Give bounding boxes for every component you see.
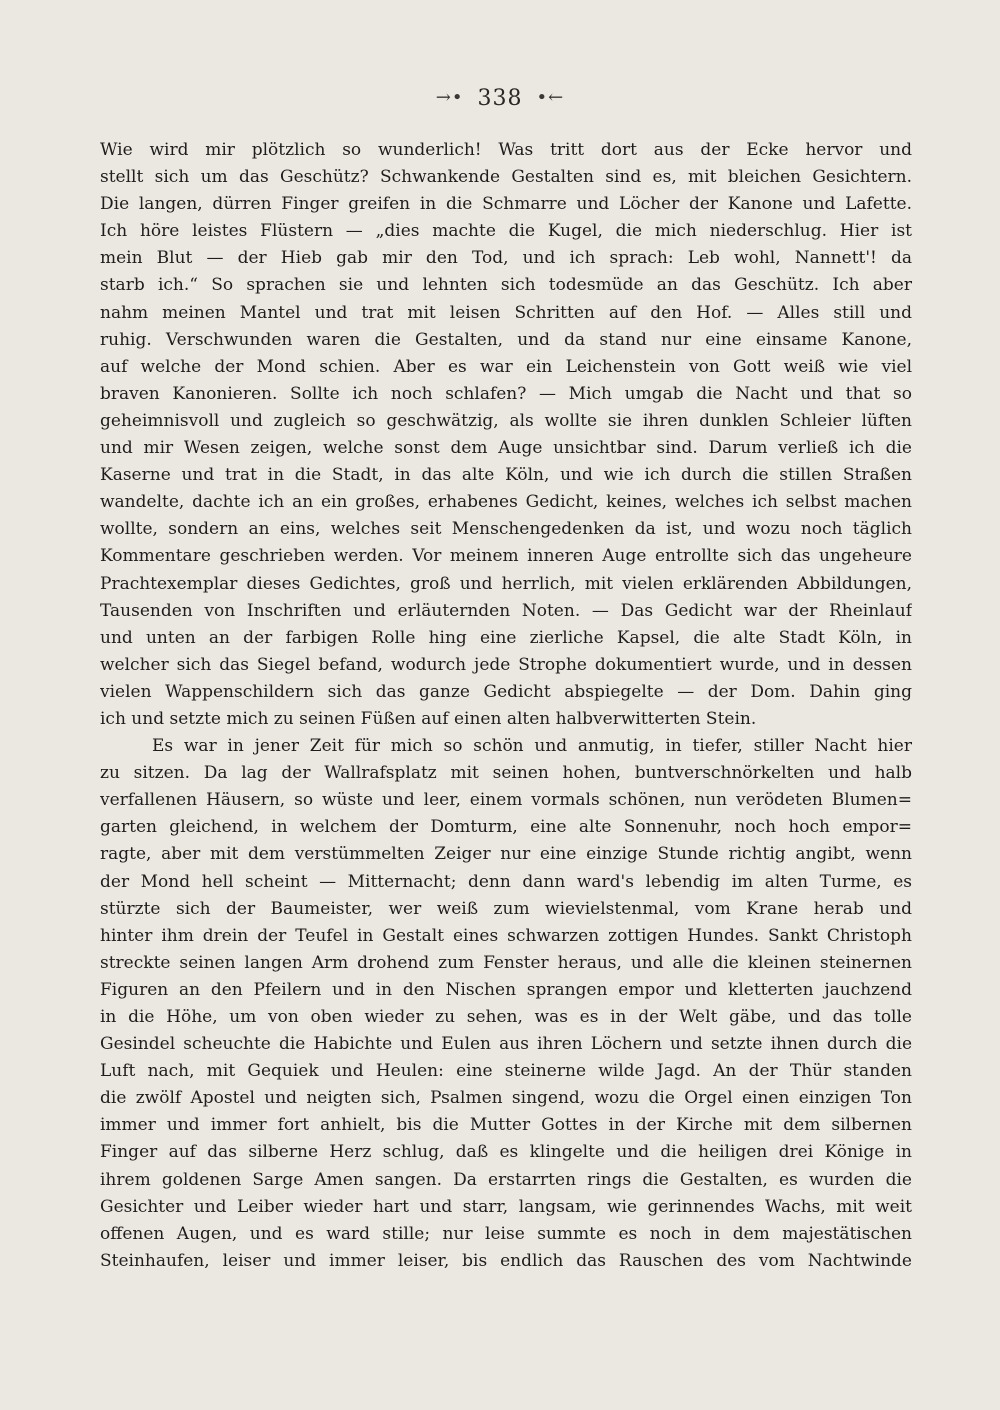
text-line: Figuren an den Pfeilern und in den Nischen sprangen empor und kletterten jauchzend <box>100 979 912 1000</box>
page-header <box>0 86 1000 111</box>
text-line: auf welche der Mond schien. Aber es war ein Leichenstein von Gott weiß wie viel <box>100 356 912 377</box>
text-line: der Mond hell scheint — Mitternacht; denn dann ward's lebendig im alten Turme, es <box>100 871 912 892</box>
text-line: ragte, aber mit dem verstümmelten Zeiger nur eine einzige Stunde richtig angibt, wenn <box>100 844 912 865</box>
right-ornament: •← <box>536 87 565 108</box>
text-line: vielen Wappenschildern sich das ganze Gedicht abspiegelte — der Dom. Dahin ging <box>100 681 912 702</box>
body-text <box>100 137 912 1275</box>
text-line: mein Blut — der Hieb gab mir den Tod, und ich sprach: Leb wohl, Nannett'! da <box>100 248 912 269</box>
text-line: ich und setzte mich zu seinen Füßen auf einen alten halbverwitterten Stein. <box>100 708 757 729</box>
left-ornament: →• <box>435 87 464 108</box>
text-line: Steinhaufen, leiser und immer leiser, bis endlich das Rauschen des vom Nachtwinde <box>100 1250 912 1271</box>
text-line: die zwölf Apostel und neigten sich, Psalmen singend, wozu die Orgel einen einzigen Ton <box>100 1088 912 1109</box>
text-line: streckte seinen langen Arm drohend zum Fenster heraus, und alle die kleinen steinernen <box>100 952 912 973</box>
text-line: ihrem goldenen Sarge Amen sangen. Da erstarrten rings die Gestalten, es wurden die <box>100 1169 912 1190</box>
text-line: garten gleichend, in welchem der Domturm, eine alte Sonnenuhr, noch hoch empor= <box>100 817 912 838</box>
text-line: verfallenen Häusern, so wüste und leer, einem vormals schönen, nun verödeten Blumen= <box>100 790 912 811</box>
text-line: Tausenden von Inschriften und erläuternden Noten. — Das Gedicht war der Rheinlauf <box>100 600 912 621</box>
text-line: Kaserne und trat in die Stadt, in das alte Köln, und wie ich durch die stillen Straßen <box>100 465 912 486</box>
text-line: ruhig. Verschwunden waren die Gestalten, und da stand nur eine einsame Kanone, <box>100 329 912 350</box>
text-line: Ich höre leistes Flüstern — „dies machte die Kugel, die mich niederschlug. Hier ist <box>100 221 912 242</box>
text-line: geheimnisvoll und zugleich so geschwätzig, als wollte sie ihren dunklen Schleier lüften <box>100 410 912 431</box>
text-line: immer und immer fort anhielt, bis die Mutter Gottes in der Kirche mit dem silbernen <box>100 1115 912 1136</box>
text-line: stellt sich um das Geschütz? Schwankende Gestalten sind es, mit bleichen Gesichtern. <box>100 167 912 188</box>
text-line: nahm meinen Mantel und trat mit leisen Schritten auf den Hof. — Alles still und <box>100 302 912 323</box>
text-line: Gesindel scheuchte die Habichte und Eulen aus ihren Löchern und setzte ihnen durch die <box>100 1034 912 1055</box>
text-line: Es war in jener Zeit für mich so schön und anmutig, in tiefer, stiller Nacht hier <box>152 736 912 757</box>
text-line: Wie wird mir plötzlich so wunderlich! Was tritt dort aus der Ecke hervor und <box>100 140 912 160</box>
page-number: 338 <box>477 86 523 111</box>
text-line: Finger auf das silberne Herz schlug, daß es klingelte und die heiligen drei Könige in <box>100 1142 912 1163</box>
text-line: braven Kanonieren. Sollte ich noch schlafen? — Mich umgab die Nacht und that so <box>100 383 912 404</box>
text-line: stürzte sich der Baumeister, wer weiß zum wievielstenmal, vom Krane herab und <box>100 898 912 919</box>
text-line: zu sitzen. Da lag der Wallrafsplatz mit seinen hohen, buntverschnörkelten und halb <box>100 763 912 784</box>
text-line: und unten an der farbigen Rolle hing eine zierliche Kapsel, die alte Stadt Köln, in <box>100 627 912 648</box>
text-line: wollte, sondern an eins, welches seit Menschengedenken da ist, und wozu noch täglich <box>100 519 912 540</box>
text-line: und mir Wesen zeigen, welche sonst dem Auge unsichtbar sind. Darum verließ ich die <box>100 438 912 459</box>
text-line: hinter ihm drein der Teufel in Gestalt eines schwarzen zottigen Hundes. Sankt Christoph <box>100 925 912 946</box>
paragraph <box>100 137 912 733</box>
paragraph <box>100 733 912 1275</box>
text-line: Gesichter und Leiber wieder hart und starr, langsam, wie gerinnendes Wachs, mit weit <box>100 1196 912 1217</box>
text-line: wandelte, dachte ich an ein großes, erhabenes Gedicht, keines, welches ich selbst machen <box>100 492 912 513</box>
text-line: Die langen, dürren Finger greifen in die Schmarre und Löcher der Kanone und Lafette. <box>100 194 912 215</box>
text-line: Luft nach, mit Gequiek und Heulen: eine steinerne wilde Jagd. An der Thür standen <box>100 1061 912 1082</box>
text-line: in die Höhe, um von oben wieder zu sehen, was es in der Welt gäbe, und das tolle <box>100 1007 912 1027</box>
text-line: Kommentare geschrieben werden. Vor meinem inneren Auge entrollte sich das ungeheure <box>100 546 912 567</box>
text-line: welcher sich das Siegel befand, wodurch jede Strophe dokumentiert wurde, und in dessen <box>100 654 912 675</box>
text-line: starb ich.“ So sprachen sie und lehnten sich todesmüde an das Geschütz. Ich aber <box>100 275 912 296</box>
text-line: offenen Augen, und es ward stille; nur leise summte es noch in dem majestätischen <box>100 1223 912 1244</box>
text-line: Prachtexemplar dieses Gedichtes, groß und herrlich, mit vielen erklärenden Abbildungen, <box>100 573 912 594</box>
